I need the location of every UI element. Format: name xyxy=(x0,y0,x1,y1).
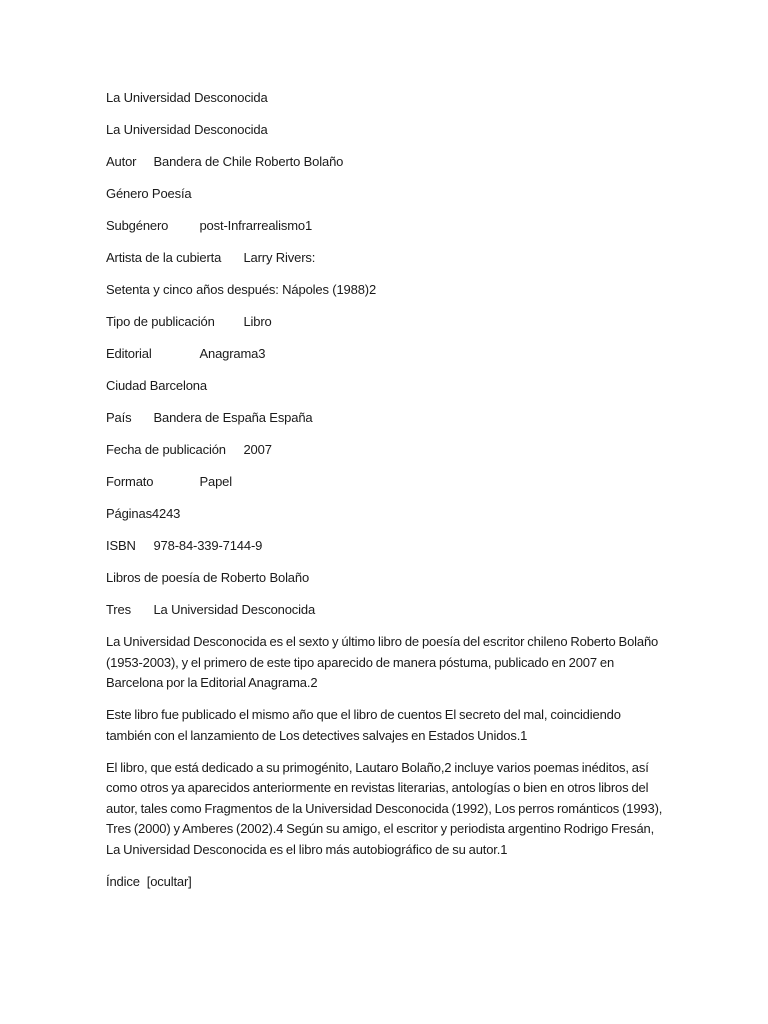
series-row xyxy=(106,600,666,621)
publication-date-value: 2007 xyxy=(243,442,272,457)
country-label: País xyxy=(106,410,132,425)
format-label: Formato xyxy=(106,474,154,489)
cover-title-text: Setenta y cinco años después: Nápoles (1988)2 xyxy=(106,282,377,297)
city-row xyxy=(106,376,666,397)
publication-date-label: Fecha de publicación xyxy=(106,442,226,457)
author-row xyxy=(106,152,666,173)
city-text: Ciudad Barcelona xyxy=(106,378,207,393)
title-text-repeat: La Universidad Desconocida xyxy=(106,122,268,137)
pages-row xyxy=(106,504,666,525)
index-label: Índice xyxy=(106,873,140,889)
poetry-books-text: Libros de poesía de Roberto Bolaño xyxy=(106,570,310,585)
publication-type-row xyxy=(106,312,666,333)
cover-artist-value: Larry Rivers: xyxy=(243,250,316,265)
publication-type-label: Tipo de publicación xyxy=(106,314,215,329)
publication-type-value: Libro xyxy=(243,314,272,329)
publisher-value: Anagrama3 xyxy=(199,346,266,361)
country-row xyxy=(106,408,666,429)
isbn-row xyxy=(106,536,666,557)
isbn-label: ISBN xyxy=(106,538,136,553)
subgenre-row xyxy=(106,216,666,237)
isbn-value: 978-84-339-7144-9 xyxy=(153,538,263,553)
pages-text: Páginas4243 xyxy=(106,506,181,521)
author-label: Autor xyxy=(106,154,137,169)
country-value: Bandera de España España xyxy=(153,410,313,425)
title-text: La Universidad Desconocida xyxy=(106,90,268,105)
subgenre-value: post-Infrarrealismo1 xyxy=(199,218,313,233)
publisher-label: Editorial xyxy=(106,346,152,361)
cover-title-row xyxy=(106,280,666,301)
intro-paragraph: La Universidad Desconocida es el sexto y último libro de poesía del escritor chileno Roberto Bolaño (1953-2003), y el primero de este tipo aparecido de manera póstuma, publicado en 2007 en Barcelona por la Editorial Anagrama.2 xyxy=(106,634,659,690)
content-paragraph: El libro, que está dedicado a su primogénito, Lautaro Bolaño,2 incluye varios poemas inéditos, así como otros ya aparecidos anteriormente en revistas literarias, antologías o bien en otros libros del autor, tales como Fragmentos de la Universidad Desconocida (1992), Los perros románticos (1993), Tres (2000) y Amberes (2002).4 Según su amigo, el escritor y periodista argentino Rodrigo Fresán, La Universidad Desconocida es el libro más autobiográfico de su autor.1 xyxy=(106,759,663,857)
format-value: Papel xyxy=(199,474,232,489)
document-body xyxy=(106,88,666,904)
subgenre-label: Subgénero xyxy=(106,218,169,233)
genre-text: Género Poesía xyxy=(106,186,192,201)
author-value: Bandera de Chile Roberto Bolaño xyxy=(153,154,344,169)
publisher-row xyxy=(106,344,666,365)
series-current-value: La Universidad Desconocida xyxy=(153,602,316,617)
index-toggle-link[interactable]: [ocultar] xyxy=(146,873,192,889)
series-prev-label: Tres xyxy=(106,602,131,617)
index-row xyxy=(106,872,666,893)
genre-row xyxy=(106,184,666,205)
cover-artist-row xyxy=(106,248,666,269)
publication-date-row xyxy=(106,440,666,461)
poetry-books-heading xyxy=(106,568,666,589)
format-row xyxy=(106,472,666,493)
cover-artist-label: Artista de la cubierta xyxy=(106,250,222,265)
publication-paragraph: Este libro fue publicado el mismo año que el libro de cuentos El secreto del mal, coincidiendo también con el lanzamiento de Los detectives salvajes en Estados Unidos.1 xyxy=(106,707,621,743)
title-line xyxy=(106,88,666,109)
title-line-repeat xyxy=(106,120,666,141)
